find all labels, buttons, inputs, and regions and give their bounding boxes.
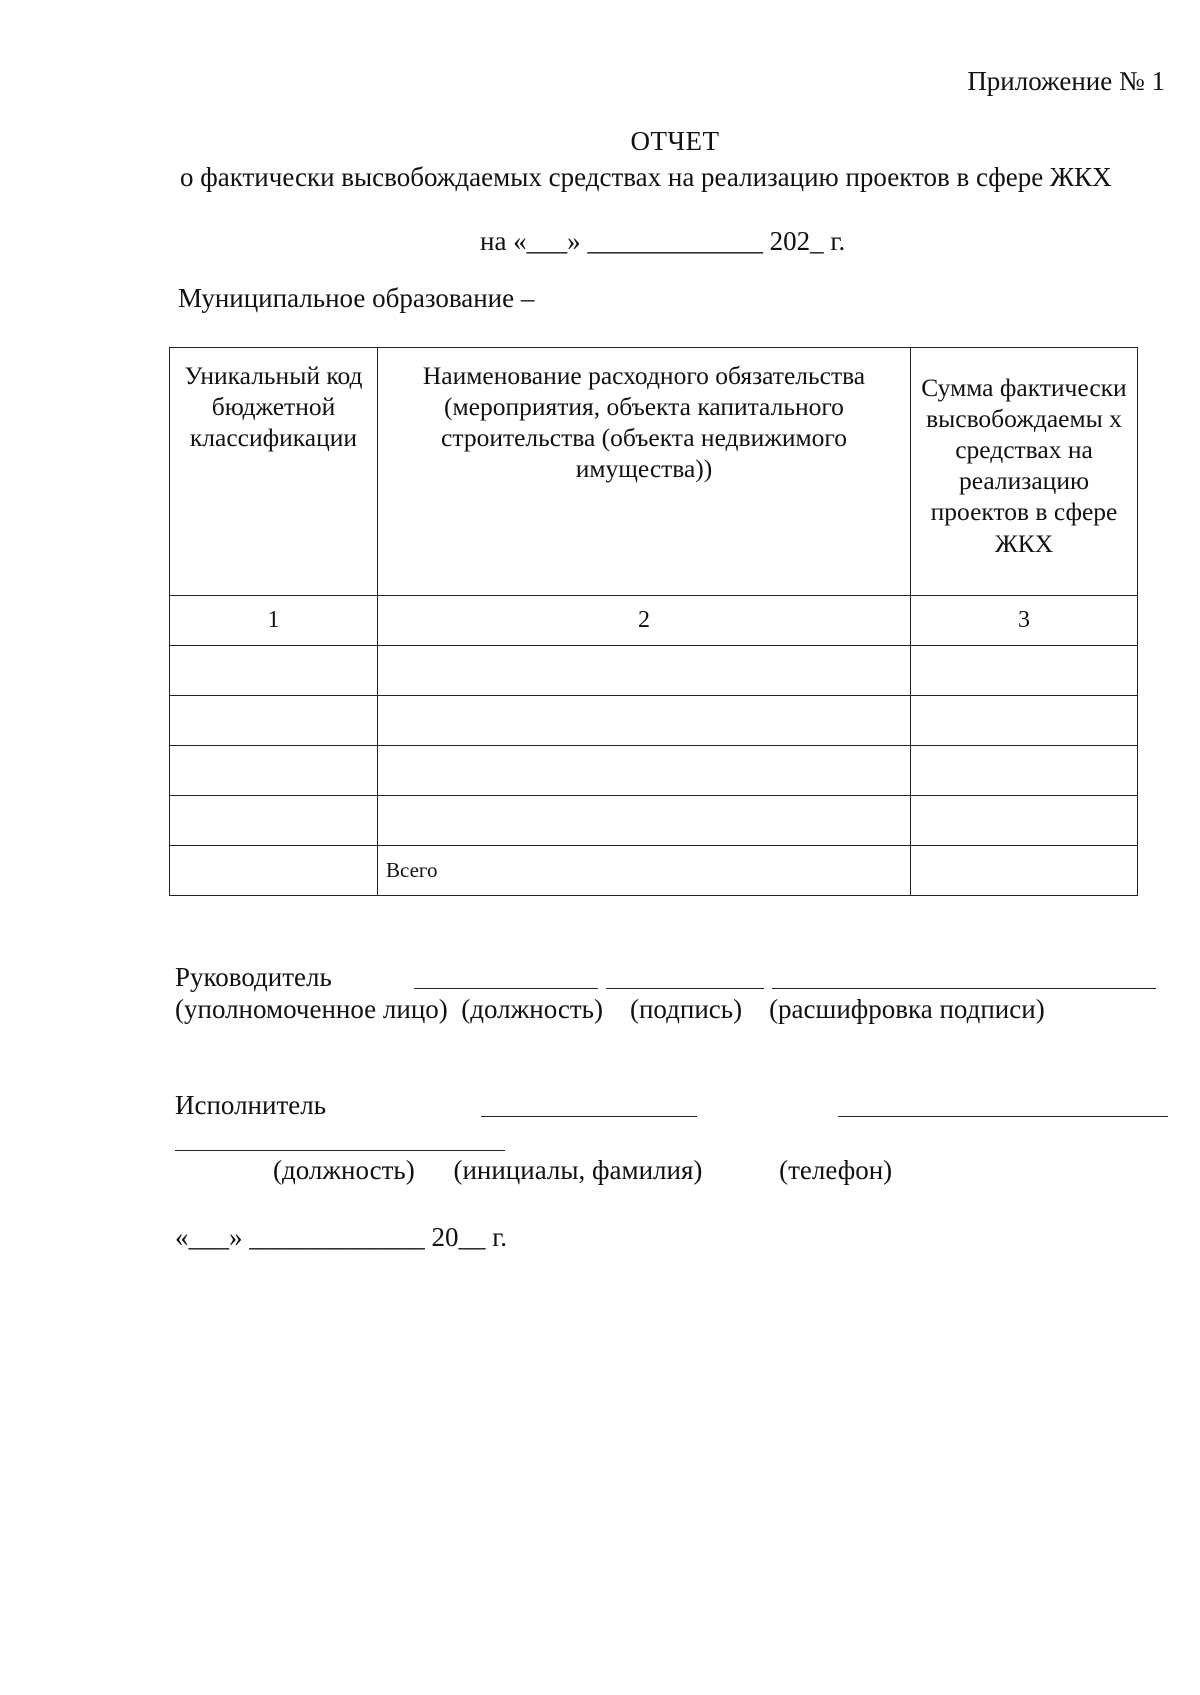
column-number-1: 1 bbox=[170, 596, 378, 646]
table-cell bbox=[911, 646, 1138, 696]
executor-label: Исполнитель bbox=[175, 1090, 327, 1120]
total-label: Всего bbox=[378, 846, 911, 896]
table-cell bbox=[378, 646, 911, 696]
table-cell bbox=[911, 796, 1138, 846]
head-position-line bbox=[414, 988, 598, 989]
executor-caption-position: (должность) bbox=[273, 1155, 415, 1185]
executor-caption bbox=[273, 1155, 892, 1186]
table-row bbox=[170, 746, 1138, 796]
executor-position-line bbox=[481, 1116, 697, 1117]
head-caption: (уполномоченное лицо) (должность) (подпись) (расшифровка подписи) bbox=[175, 994, 1045, 1024]
executor-caption-name: (инициалы, фамилия) bbox=[453, 1155, 703, 1185]
footer-date-line: «___» _____________ 20__ г. bbox=[175, 1222, 508, 1252]
table-row bbox=[170, 796, 1138, 846]
head-label: Руководитель bbox=[175, 962, 332, 992]
head-signature-line bbox=[606, 988, 764, 989]
table-cell bbox=[378, 796, 911, 846]
table-row bbox=[170, 696, 1138, 746]
report-subtitle: о фактически высвобождаемых средствах на реализацию проектов в сфере ЖКХ bbox=[180, 162, 1112, 192]
table-cell bbox=[911, 696, 1138, 746]
column-header-expense-name: Наименование расходного обязательства (мероприятия, объекта капитального строительства (объекта недвижимого имущества)) bbox=[378, 348, 911, 596]
report-date-line: на «___» _____________ 202_ г. bbox=[480, 226, 846, 256]
total-amount-cell bbox=[911, 846, 1138, 896]
table-cell bbox=[170, 646, 378, 696]
total-row bbox=[170, 846, 1138, 896]
column-number-2: 2 bbox=[378, 596, 911, 646]
table-cell bbox=[911, 746, 1138, 796]
executor-name-line bbox=[838, 1116, 1168, 1117]
column-number-3: 3 bbox=[911, 596, 1138, 646]
table-cell bbox=[170, 696, 378, 746]
table-cell bbox=[170, 796, 378, 846]
executor-caption-phone: (телефон) bbox=[779, 1155, 893, 1185]
column-header-budget-code: Уникальный код бюджетной классификации bbox=[170, 348, 378, 596]
column-header-amount: Сумма фактически высвобождаемы х средствах на реализацию проектов в сфере ЖКХ bbox=[911, 348, 1138, 596]
executor-phone-line bbox=[175, 1150, 505, 1151]
table-cell bbox=[378, 746, 911, 796]
table-cell bbox=[170, 846, 378, 896]
table-row bbox=[170, 646, 1138, 696]
appendix-label: Приложение № 1 bbox=[967, 66, 1165, 96]
report-title: ОТЧЕТ bbox=[630, 126, 720, 156]
table-cell bbox=[378, 696, 911, 746]
table-header-row bbox=[170, 348, 1138, 596]
report-table bbox=[169, 347, 1138, 896]
municipality-label: Муниципальное образование – bbox=[178, 283, 535, 313]
column-number-row bbox=[170, 596, 1138, 646]
table-cell bbox=[170, 746, 378, 796]
head-name-line bbox=[772, 988, 1156, 989]
